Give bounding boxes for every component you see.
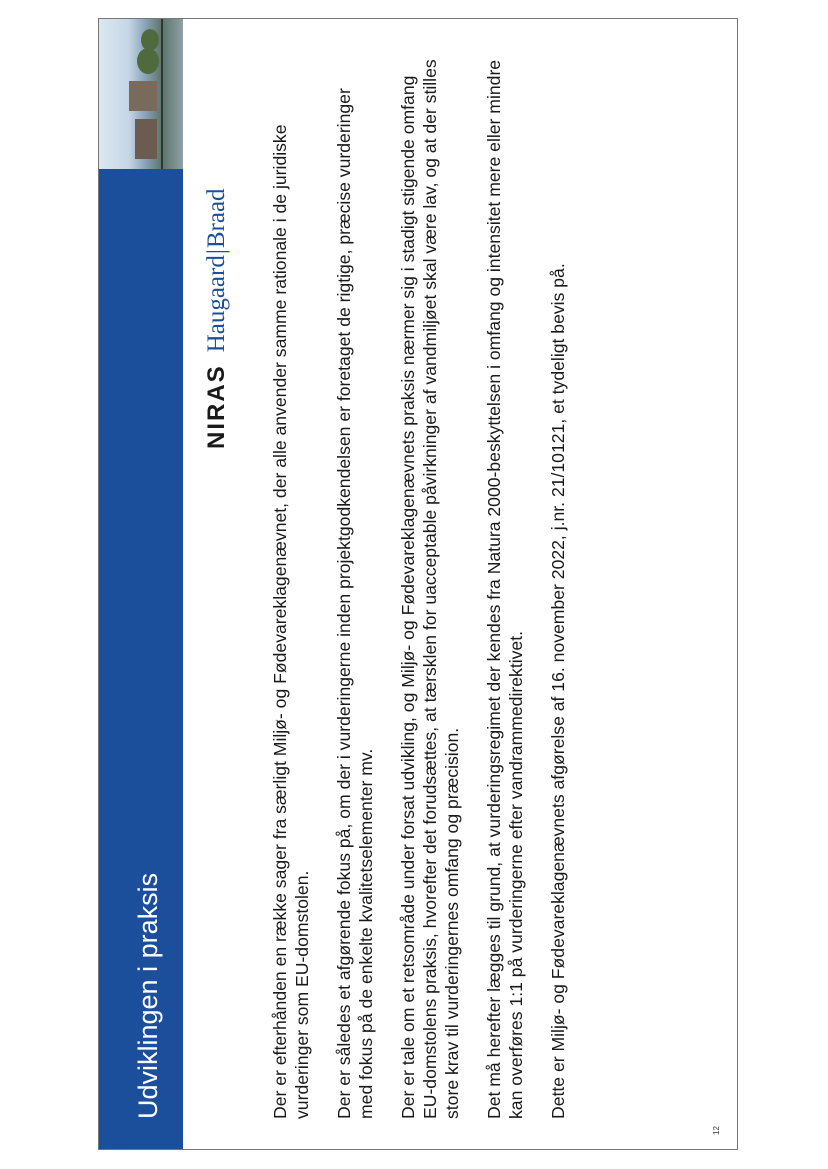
logo-braad: Braad bbox=[203, 188, 230, 249]
slide bbox=[98, 18, 738, 1150]
slide-content bbox=[99, 19, 737, 1149]
header-photo bbox=[99, 19, 183, 169]
paragraph-5: Dette er Miljø- og Fødevareklagenævnets afgørelse af 16. november 2022, j.nr. 21/10121, et tydeligt bevis på. bbox=[548, 263, 568, 1119]
logo-haugaard: Haugaard bbox=[203, 255, 230, 353]
niras-logo: NIRAS bbox=[203, 364, 230, 449]
title-band bbox=[99, 169, 183, 1149]
haugaard-braad-logo bbox=[203, 188, 231, 352]
slide-body bbox=[269, 59, 589, 1119]
paragraph-2: Der er således et afgørende fokus på, om der i vurderingerne inden projektgodkendelsen er foretaget de rigtige, præcise vurderinger med fokus på de enkelte kvalitetselementer mv. bbox=[334, 88, 376, 1119]
slide-title: Udviklingen i praksis bbox=[133, 872, 163, 1119]
paragraph-1: Der er efterhånden en række sager fra særligt Miljø- og Fødevareklagenævnet, der alle anvender samme rationale i de juridiske vurderinger som EU-domstolen. bbox=[270, 124, 312, 1119]
paragraph-3: Der er tale om et retsområde under forsat udvikling, og Miljø- og Fødevareklagenævnets praksis nærmer sig i stadigt stigende omfang EU-domstolens praksis, hvorefter det forudsættes, at tærsklen for uacceptable påvirkninger af vandmiljøet skal være lav, og at der stilles store krav til vurderingernes omfang og præcision. bbox=[398, 59, 462, 1119]
page-number: 12 bbox=[711, 1126, 721, 1135]
logo-row bbox=[197, 188, 237, 449]
logo-separator: | bbox=[203, 249, 230, 255]
paragraph-4: Det må herefter lægges til grund, at vurderingsregimet der kendes fra Natura 2000-beskyttelsen i omfang og intensitet mere eller mindre kan overføres 1:1 på vurderingerne efter vandrammedirektivet. bbox=[484, 59, 526, 1119]
